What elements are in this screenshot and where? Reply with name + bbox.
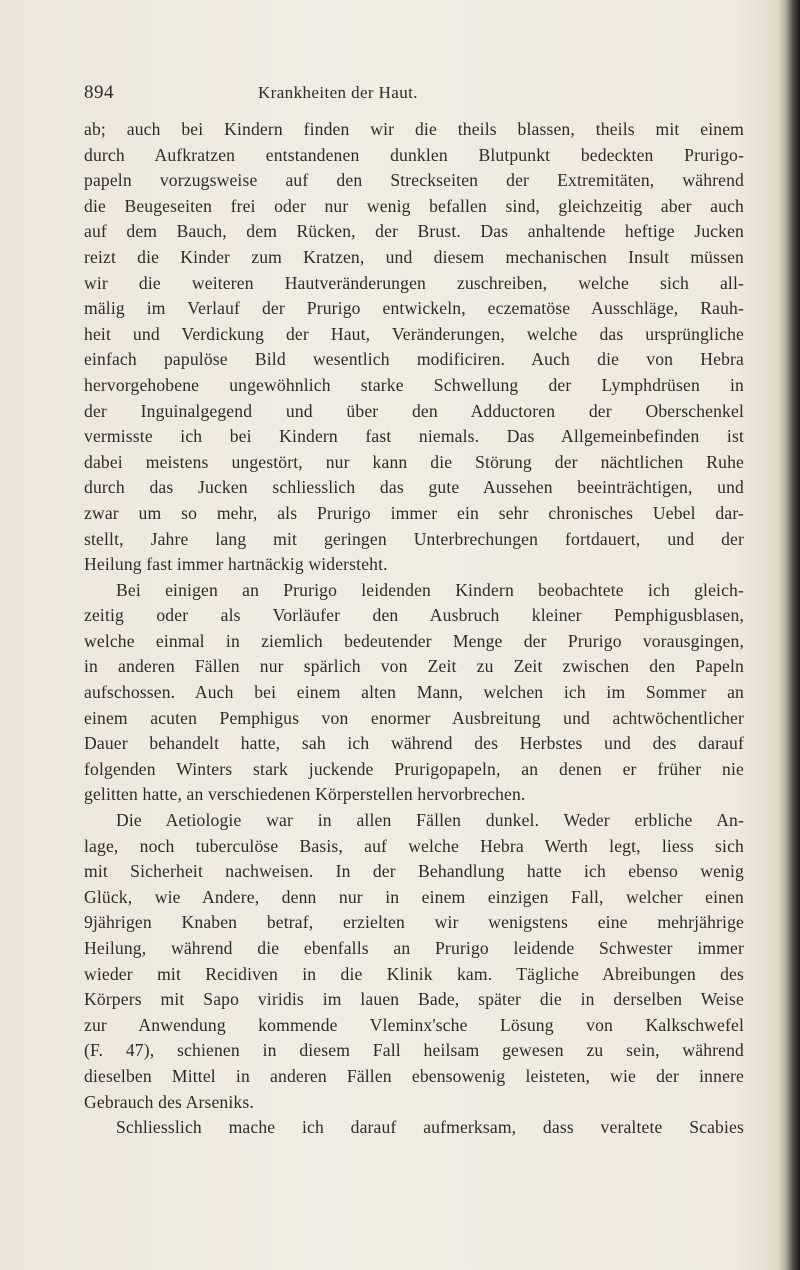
text-line: welche einmal in ziemlich bedeutender Menge der Prurigo vorausgingen, bbox=[84, 630, 744, 651]
text-line: Dauer behandelt hatte, sah ich während des Herbstes und des darauf bbox=[84, 733, 744, 754]
text-line: durch Aufkratzen entstandenen dunklen Blutpunkt bedeckten Prurigo- bbox=[84, 144, 744, 165]
text-line: einem acuten Pemphigus von enormer Ausbreitung und achtwöchentlicher bbox=[84, 707, 744, 728]
text-line: papeln vorzugsweise auf den Streckseiten der Extremitäten, während bbox=[84, 170, 744, 191]
text-line: aufschossen. Auch bei einem alten Mann, welchen ich im Sommer an bbox=[84, 682, 744, 703]
text-line: in anderen Fällen nur spärlich von Zeit zu Zeit zwischen den Papeln bbox=[84, 656, 744, 677]
text-line: reizt die Kinder zum Kratzen, und diesem mechanischen Insult müssen bbox=[84, 246, 744, 267]
text-line: die Beugeseiten frei oder nur wenig befallen sind, gleichzeitig aber auch bbox=[84, 195, 744, 216]
page-number: 894 bbox=[84, 82, 114, 103]
text-line: Gebrauch des Arseniks. bbox=[84, 1091, 254, 1112]
text-line: heit und Verdickung der Haut, Veränderungen, welche das ursprüngliche bbox=[84, 323, 744, 344]
text-line: Bei einigen an Prurigo leidenden Kindern beobachtete ich gleich- bbox=[116, 579, 744, 600]
page-header bbox=[84, 82, 724, 108]
text-line: zur Anwendung kommende Vleminx'sche Lösung von Kalkschwefel bbox=[84, 1014, 744, 1035]
text-line: wir die weiteren Hautveränderungen zuschreiben, welche sich all- bbox=[84, 272, 744, 293]
text-line: folgenden Winters stark juckende Prurigopapeln, an denen er früher nie bbox=[84, 758, 744, 779]
text-line: mälig im Verlauf der Prurigo entwickeln, eczematöse Ausschläge, Rauh- bbox=[84, 298, 744, 319]
text-line: 9jährigen Knaben betraf, erzielten wir wenigstens eine mehrjährige bbox=[84, 912, 744, 933]
text-line: Heilung, während die ebenfalls an Prurigo leidende Schwester immer bbox=[84, 938, 744, 958]
text-line: mit Sicherheit nachweisen. In der Behandlung hatte ich ebenso wenig bbox=[84, 861, 744, 882]
text-line: dabei meistens ungestört, nur kann die Störung der nächtlichen Ruhe bbox=[84, 451, 744, 472]
running-head: Krankheiten der Haut. bbox=[258, 83, 418, 102]
text-line: stellt, Jahre lang mit geringen Unterbrechungen fortdauert, und der bbox=[84, 528, 744, 549]
text-line: auf dem Bauch, dem Rücken, der Brust. Das anhaltende heftige Jucken bbox=[84, 221, 744, 242]
text-line: einfach papulöse Bild wesentlich modificiren. Auch die von Hebra bbox=[84, 349, 744, 370]
text-line: zeitig oder als Vorläufer den Ausbruch kleiner Pemphigusblasen, bbox=[84, 605, 744, 626]
text-line: (F. 47), schienen in diesem Fall heilsam gewesen zu sein, während bbox=[84, 1040, 744, 1061]
text-line: ab; auch bei Kindern finden wir die theils blassen, theils mit einem bbox=[84, 119, 744, 139]
text-line: hervorgehobene ungewöhnlich starke Schwellung der Lymphdrüsen in bbox=[84, 374, 744, 395]
text-line: zwar um so mehr, als Prurigo immer ein sehr chronisches Uebel dar- bbox=[84, 502, 744, 523]
text-line: Körpers mit Sapo viridis im lauen Bade, später die in derselben Weise bbox=[84, 989, 744, 1010]
text-line: Schliesslich mache ich darauf aufmerksam, dass veraltete Scabies bbox=[116, 1117, 744, 1138]
text-line: durch das Jucken schliesslich das gute Aussehen beeinträchtigen, und bbox=[84, 477, 744, 498]
text-line: lage, noch tuberculöse Basis, auf welche Hebra Werth legt, liess sich bbox=[84, 835, 744, 856]
body-text bbox=[84, 117, 744, 1141]
text-line: gelitten hatte, an verschiedenen Körperstellen hervorbrechen. bbox=[84, 784, 526, 805]
text-line: wieder mit Recidiven in die Klinik kam. Tägliche Abreibungen des bbox=[84, 963, 744, 984]
text-line: Heilung fast immer hartnäckig widersteht. bbox=[84, 554, 388, 575]
binding-edge bbox=[778, 0, 800, 1270]
text-line: Die Aetiologie war in allen Fällen dunkel. Weder erbliche An- bbox=[116, 810, 744, 831]
text-line: dieselben Mittel in anderen Fällen ebensowenig leisteten, wie der innere bbox=[84, 1065, 744, 1086]
text-line: vermisste ich bei Kindern fast niemals. Das Allgemeinbefinden ist bbox=[84, 426, 744, 447]
text-line: Glück, wie Andere, denn nur in einem einzigen Fall, welcher einen bbox=[84, 886, 744, 907]
text-line: der Inguinalgegend und über den Adductoren der Oberschenkel bbox=[84, 400, 744, 421]
